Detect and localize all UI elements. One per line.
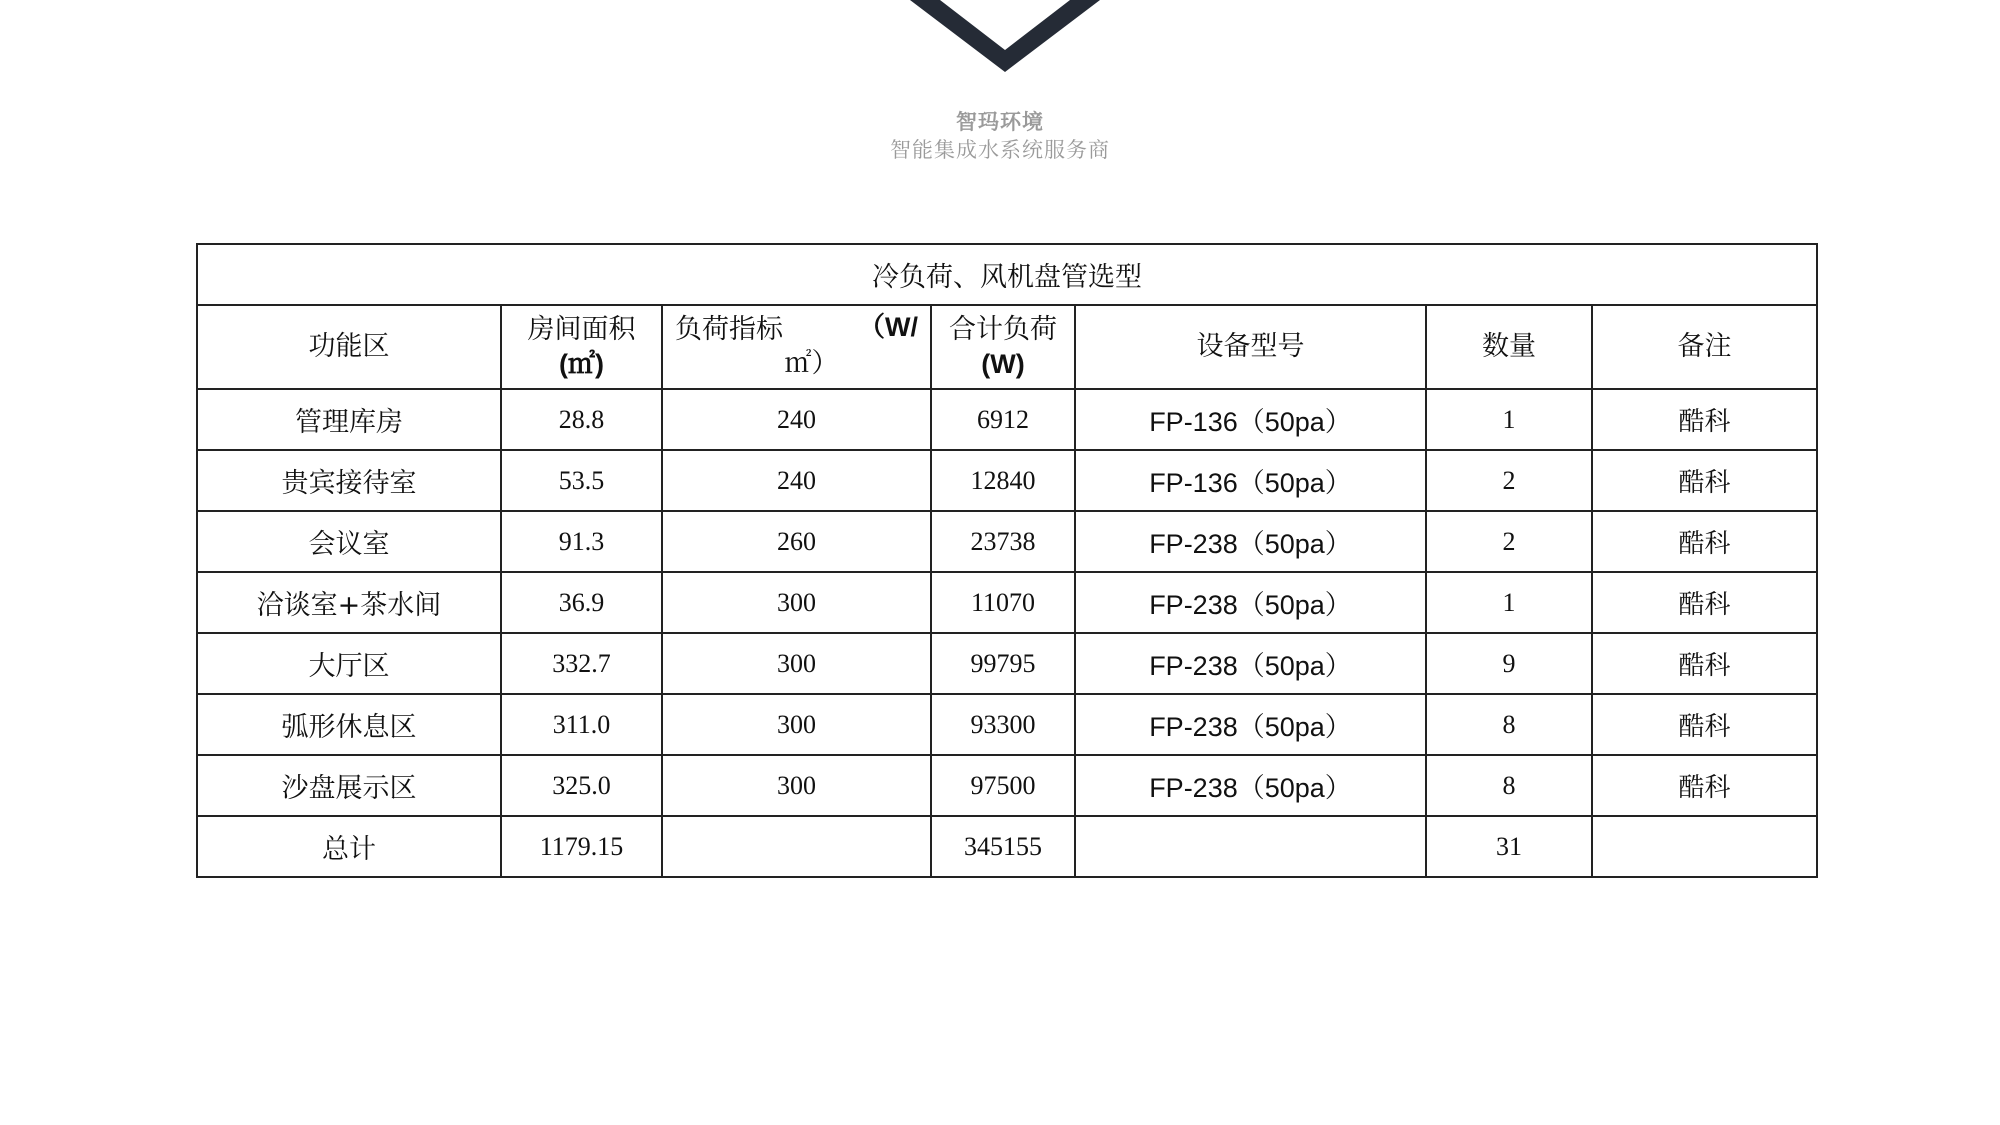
table-row — [197, 694, 1817, 755]
cell-model: FP-238（50pa） — [1075, 633, 1426, 694]
cell-qty: 2 — [1426, 511, 1592, 572]
cooling-load-table — [196, 243, 1818, 878]
cell-load: 6912 — [931, 389, 1075, 450]
cell-note: 酷科 — [1592, 633, 1817, 694]
cell-load: 97500 — [931, 755, 1075, 816]
header-model: 设备型号 — [1075, 305, 1426, 389]
total-label: 总计 — [197, 816, 501, 877]
cell-area: 36.9 — [501, 572, 662, 633]
cell-note: 酷科 — [1592, 450, 1817, 511]
header-total-load — [931, 305, 1075, 389]
table-row — [197, 511, 1817, 572]
header-room-area — [501, 305, 662, 389]
header-area-zone: 功能区 — [197, 305, 501, 389]
cell-model: FP-238（50pa） — [1075, 694, 1426, 755]
total-model — [1075, 816, 1426, 877]
cell-model: FP-136（50pa） — [1075, 389, 1426, 450]
cell-qty: 2 — [1426, 450, 1592, 511]
header-load-index-label: 负荷指标 — [675, 314, 783, 345]
table-row — [197, 389, 1817, 450]
header-load-index-unit-b: ㎡） — [784, 348, 839, 379]
cell-area: 91.3 — [501, 511, 662, 572]
brand-tagline: 智能集成水系统服务商 — [890, 138, 1110, 162]
cooling-load-table-container — [196, 243, 1816, 878]
cell-qty: 8 — [1426, 755, 1592, 816]
total-note — [1592, 816, 1817, 877]
total-area: 1179.15 — [501, 816, 662, 877]
cell-zone: 弧形休息区 — [197, 694, 501, 755]
header-load-index — [662, 305, 931, 389]
cell-zone: 贵宾接待室 — [197, 450, 501, 511]
cell-model: FP-238（50pa） — [1075, 572, 1426, 633]
cell-zone: 大厅区 — [197, 633, 501, 694]
cell-zone: 管理库房 — [197, 389, 501, 450]
table-header-row — [197, 305, 1817, 389]
cell-load: 11070 — [931, 572, 1075, 633]
cell-note: 酷科 — [1592, 389, 1817, 450]
cell-load: 23738 — [931, 511, 1075, 572]
cell-load: 12840 — [931, 450, 1075, 511]
brand-name: 智玛环境 — [956, 110, 1044, 134]
total-load: 345155 — [931, 816, 1075, 877]
header-note: 备注 — [1592, 305, 1817, 389]
table-title: 冷负荷、风机盘管选型 — [197, 244, 1817, 305]
header-room-area-unit: (㎡) — [559, 349, 604, 379]
cell-model: FP-238（50pa） — [1075, 511, 1426, 572]
cell-qty: 1 — [1426, 572, 1592, 633]
cell-index: 240 — [662, 389, 931, 450]
cell-qty: 1 — [1426, 389, 1592, 450]
cell-note: 酷科 — [1592, 755, 1817, 816]
cell-area: 332.7 — [501, 633, 662, 694]
total-index — [662, 816, 931, 877]
header-room-area-label: 房间面积 — [527, 314, 636, 345]
table-row — [197, 755, 1817, 816]
table-row — [197, 572, 1817, 633]
cell-qty: 9 — [1426, 633, 1592, 694]
cell-index: 300 — [662, 572, 931, 633]
cell-note: 酷科 — [1592, 572, 1817, 633]
header-quantity: 数量 — [1426, 305, 1592, 389]
header-load-index-unit-a: （W/ — [858, 312, 918, 342]
cell-area: 28.8 — [501, 389, 662, 450]
table-row — [197, 450, 1817, 511]
cell-zone: 会议室 — [197, 511, 501, 572]
cell-qty: 8 — [1426, 694, 1592, 755]
cell-model: FP-136（50pa） — [1075, 450, 1426, 511]
cell-load: 99795 — [931, 633, 1075, 694]
cell-load: 93300 — [931, 694, 1075, 755]
cell-model: FP-238（50pa） — [1075, 755, 1426, 816]
cell-zone: 沙盘展示区 — [197, 755, 501, 816]
table-total-row — [197, 816, 1817, 877]
cell-index: 300 — [662, 694, 931, 755]
cell-note: 酷科 — [1592, 511, 1817, 572]
cell-note: 酷科 — [1592, 694, 1817, 755]
cell-index: 260 — [662, 511, 931, 572]
brand-chevron-icon — [910, 0, 1100, 72]
header-total-load-unit: (W) — [981, 349, 1025, 379]
cell-area: 53.5 — [501, 450, 662, 511]
cell-area: 311.0 — [501, 694, 662, 755]
total-qty: 31 — [1426, 816, 1592, 877]
cell-index: 240 — [662, 450, 931, 511]
header-total-load-label: 合计负荷 — [949, 314, 1057, 345]
cell-index: 300 — [662, 755, 931, 816]
table-row — [197, 633, 1817, 694]
cell-index: 300 — [662, 633, 931, 694]
cell-zone: 洽谈室+茶水间 — [197, 572, 501, 633]
cell-area: 325.0 — [501, 755, 662, 816]
